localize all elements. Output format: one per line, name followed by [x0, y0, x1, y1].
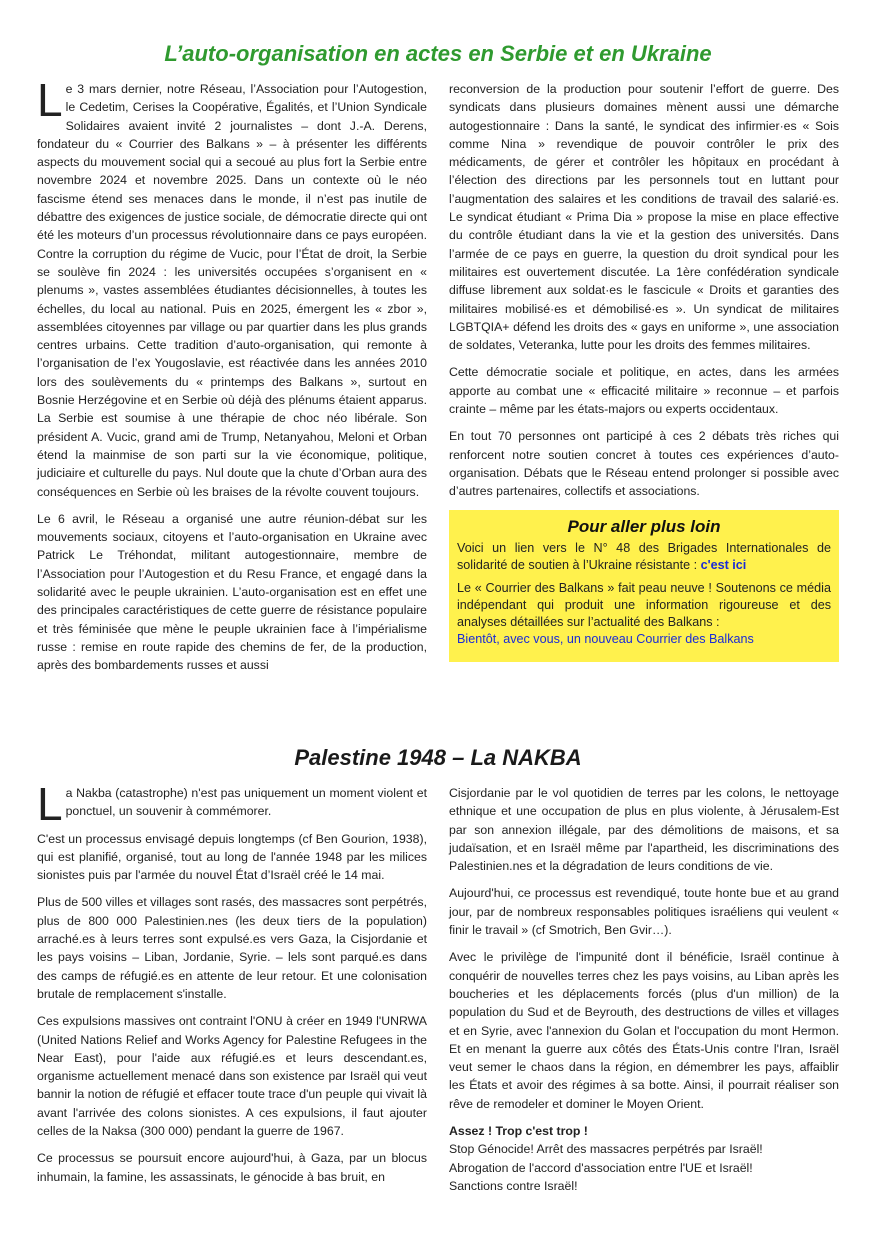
closing-heading: Assez ! Trop c'est trop ! [449, 1124, 588, 1139]
box-paragraph [457, 580, 831, 648]
closing-line: Abrogation de l'accord d'association entre l'UE et Israël! [449, 1160, 753, 1175]
paragraph: En tout 70 personnes ont participé à ces 2 débats très riches qui renforcent notre soutien concret à toutes ces expériences d’auto-organisation. Débats que le Réseau entend prolonger si possible avec d’autres partenaires, collectifs et associations. [449, 429, 839, 499]
drop-cap: L [37, 74, 63, 126]
left-column [37, 74, 427, 684]
courrier-balkans-link[interactable]: Bientôt, avec vous, un nouveau Courrier des Balkans [457, 631, 754, 646]
paragraph: Ces expulsions massives ont contraint l'ONU à créer en 1949 l'UNRWA (United Nations Relief and Works Agency for Palestine Refugees in the Near East), pour l'aide aux réfugié.es et leurs descendant.es, organisme actuellement menacé dans son existence par Israël qui veut bannir la notion de réfugié et effacer toute trace d'un peuple qui vivait là avant l'arrivée des colons sionistes. A ces expulsions, il faut ajouter celles de la Naksa (300 000) pendant la guerre de 1967. [37, 1014, 427, 1139]
article-serbia-ukraine [37, 40, 839, 684]
paragraph: Le 6 avril, le Réseau a organisé une autre réunion-débat sur les mouvements sociaux, citoyens et l’auto-organisation en Ukraine avec Patrick Le Tréhondat, militant autogestionnaire, membre de l’Association pour l’Autogestion et du Resu France, et engagé dans la solidarité avec le peuple ukrainien. L’auto-organisation est en effet une des principales caractéristiques de cette guerre de résistance populaire et très féminisée que mène le peuple ukrainien face à l’impérialisme russe : remise en route rapide des chemins de fer, de la production, après des bombardements russes et aussi [37, 511, 427, 673]
article-columns [37, 74, 839, 684]
paragraph: Avec le privilège de l'impunité dont il bénéficie, Israël continue à conquérir de nouvelles terres chez les pays voisins, au Liban après les boucheries et les déplacements forcés (plus d'un million) de la population du Sud et de Beyrouth, des destructions de villes et villages et en Syrie, avec l'annexion du Golan et l'occupation du mont Hermon. Et en menant la guerre aux côtés des États-Unis contre l'Iran, Israël veut semer le chaos dans la région, en démembrer les pays, affaiblir les États et avoir des régimes à sa botte. Ainsi, il pourrait réaliser son rêve de remodeler et dominer le Moyen Orient. [449, 950, 839, 1111]
box-text: Le « Courrier des Balkans » fait peau neuve ! Soutenons ce média indépendant qui produit une information rigoureuse et des analyses détaillées sur l’actualité des Balkans : [457, 580, 831, 629]
box-title: Pour aller plus loin [567, 516, 721, 536]
closing-line: Sanctions contre Israël! [449, 1178, 578, 1193]
left-column [37, 778, 427, 1195]
paragraph: Plus de 500 villes et villages sont rasés, des massacres sont perpétrés, plus de 800 000 Palestinien.nes (les deux tiers de la population) arraché.es à leurs terres sont expulsé.es vers Gaza, la Cisjordanie et les pays voisins – Liban, Jordanie, Syrie. – lels sont parqué.es dans des camps de réfugié.es en attente de leur retour. Et une colonisation brutale de remplacement s'installe. [37, 895, 427, 1001]
paragraph [37, 74, 427, 501]
article-title: Palestine 1948 – La NAKBA [294, 745, 582, 770]
right-column [449, 80, 839, 684]
paragraph: Cette démocratie sociale et politique, en actes, dans les armées apporte au combat une « efficacité militaire » reconnue – et parfois crainte – même par les états-majors ou experts occidentaux. [449, 365, 839, 417]
paragraph [37, 778, 427, 830]
article-nakba [37, 744, 839, 1195]
box-text: Voici un lien vers le N° 48 des Brigades Internationales de solidarité de soutien à l’Ukraine résistante : [457, 540, 831, 572]
closing-statement [449, 1122, 839, 1195]
paragraph: Cisjordanie par le vol quotidien de terres par les colons, le nettoyage ethnique et une occupation de plus en plus violente, à Jérusalem-Est par son annexion illégale, par des démolitions de maisons, et sa judaïsation, et en Israël même par l'apartheid, les discriminations des Palestinien.nes et la dégradation de leurs conditions de vie. [449, 786, 839, 874]
paragraph: reconversion de la production pour soutenir l’effort de guerre. Des syndicats dans plusieurs domaines mènent aussi une démarche autogestionnaire : Dans la santé, le syndicat des infirmier·es « Sois comme Nina » revendique de pouvoir contrôler le prix des médicaments, de gérer et contrôler les hôpitaux en procédant à l’élection des directions par les personnels tout en luttant pour l’augmentation des salaires et les conditions de travail des salarié·es. Le syndicat étudiant « Prima Dia » propose la mise en place effective du contrôle étudiant dans la vie et la gestion des universités. Dans l’armée de ce pays en guerre, la question du droit syndical pour les militaires est ouvertement discutée. La 1ère confédération syndicale diffuse librement aux soldat·es le fascicule « Droits et garanties des militaires mobilisé·es et démobilisé·es ». Un syndicat de militaires LGBTQIA+ défend les droits des « gays en uniforme », une association de soldates, Veteranka, lutte pour les droits des femmes militaires. [449, 82, 839, 353]
further-reading-box [449, 510, 839, 662]
box-paragraph [457, 540, 831, 574]
paragraph-text: a Nakba (catastrophe) n'est pas uniquement un moment violent et ponctuel, un souvenir à commémorer. [65, 786, 427, 819]
article-columns [37, 778, 839, 1195]
paragraph-text: e 3 mars dernier, notre Réseau, l’Association pour l’Autogestion, le Cedetim, Cerises la Coopérative, Égalités, et l’Union Syndicale Solidaires avaient invité 2 journalistes – dont J.-A. Derens, fondateur du « Courrier des Balkans » – à présenter les différents aspects du mouvement social qui a secoué au plus fort la Serbie entre novembre 2024 et novembre 2025. Dans un contexte où le néo fascisme étend ses menaces dans le monde, il n’est pas inutile de débattre des exigences de justice sociale, de démocratie directe qui ont été les moteurs d’un processus révolutionnaire dans ce pays européen. Contre la corruption du régime de Vucic, pour l’État de droit, la Serbie se soulève fin 2024 : les universités occupées s’organisent en « plenums », vastes assemblées étudiantes décisionnelles, à toutes les échelles, du local au national. Puis en 2025, émergent les « zbor », assemblées citoyennes par village ou par quartier dans les plus grands centres urbains. Cette tradition d’auto-organisation, qui remonte à l’organisation de l’ex Yougoslavie, est réactivée dans les années 2010 lors des soulèvements du « printemps des Balkans », surtout en Bosnie Herzégovine et en Serbie où déjà des plénums étaient apparus. La Serbie est soumise à une thérapie de choc néo libérale. Son président A. Vucic, grand ami de Trump, Netanyahou, Meloni et Orban étend la mainmise de son parti sur la vie économique, politique, judiciaire et culturelle du pays. Nul doute que la chute d’Orban aura des conséquences en Serbie où les braises de la révolte couvent toujours. [37, 82, 427, 499]
brigades-link[interactable]: c'est ici [700, 557, 747, 572]
right-column [449, 784, 839, 1195]
paragraph: Aujourd'hui, ce processus est revendiqué, toute honte bue et au grand jour, par de nombreux responsables politiques israéliens qui veulent « finir le travail » (cf Smotrich, Ben Gvir…). [449, 886, 839, 938]
paragraph: C'est un processus envisagé depuis longtemps (cf Ben Gourion, 1938), qui est planifié, organisé, tout au long de l'année 1948 par les milices sionistes puis par l'armée du nouvel État d’Israël créé le 14 mai. [37, 831, 427, 883]
closing-line: Stop Génocide! Arrêt des massacres perpétrés par Israël! [449, 1142, 763, 1157]
paragraph: Ce processus se poursuit encore aujourd'hui, à Gaza, par un blocus inhumain, la famine, les assassinats, le génocide à bas bruit, en [37, 1151, 427, 1184]
drop-cap: L [37, 778, 63, 830]
article-title: L’auto-organisation en actes en Serbie et en Ukraine [164, 41, 712, 66]
